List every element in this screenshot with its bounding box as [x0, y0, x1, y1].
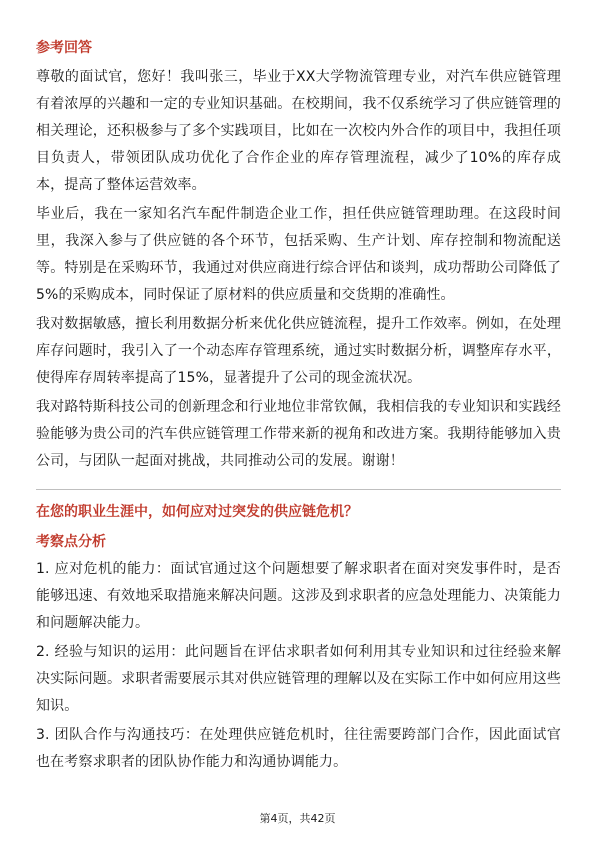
question-title: 在您的职业生涯中，如何应对过突发的供应链危机？	[36, 504, 358, 520]
analysis-point: 2. 经验与知识的运用：此问题旨在评估求职者如何利用其专业知识和过往经验来解决实际问题。求职者需要展示其对供应链管理的理解以及在实际工作中如何应用这些知识。	[36, 644, 561, 714]
answer-paragraph: 我对路特斯科技公司的创新理念和行业地位非常钦佩，我相信我的专业知识和实践经验能够为贵公司的汽车供应链管理工作带来新的视角和改进方案。我期待能够加入贵公司，与团队一起面对挑战，共同推动公司的发展。谢谢！	[36, 399, 561, 469]
answer-paragraph: 毕业后，我在一家知名汽车配件制造企业工作，担任供应链管理助理。在这段时间里，我深入参与了供应链的各个环节，包括采购、生产计划、库存控制和物流配送等。特别是在采购环节，我通过对供应商进行综合评估和谈判，成功帮助公司降低了5%的采购成本，同时保证了原材料的供应质量和交货期的准确性。	[36, 206, 561, 303]
page-number: 第4页，共42页	[259, 812, 336, 825]
analysis-point: 1. 应对危机的能力：面试官通过这个问题想要了解求职者在面对突发事件时，是否能够迅速、有效地采取措施来解决问题。这涉及到求职者的应急处理能力、决策能力和问题解决能力。	[36, 561, 561, 631]
answer-paragraph: 尊敬的面试官，您好！我叫张三，毕业于XX大学物流管理专业，对汽车供应链管理有着浓厚的兴趣和一定的专业知识基础。在校期间，我不仅系统学习了供应链管理的相关理论，还积极参与了多个实践项目，比如在一次校内外合作的项目中，我担任项目负责人，带领团队成功优化了合作企业的库存管理流程，减少了10%的库存成本，提高了整体运营效率。	[36, 69, 561, 193]
answer-paragraph: 我对数据敏感，擅长利用数据分析来优化供应链流程，提升工作效率。例如，在处理库存问题时，我引入了一个动态库存管理系统，通过实时数据分析，调整库存水平，使得库存周转率提高了15%，显著提升了公司的现金流状况。	[36, 316, 561, 386]
answer-heading: 参考回答	[36, 40, 92, 56]
section-divider	[36, 489, 561, 490]
analysis-heading: 考察点分析	[36, 534, 106, 550]
analysis-point: 3. 团队合作与沟通技巧：在处理供应链危机时，往往需要跨部门合作，因此面试官也在考察求职者的团队协作能力和沟通协调能力。	[36, 727, 561, 770]
document-page	[36, 38, 561, 778]
